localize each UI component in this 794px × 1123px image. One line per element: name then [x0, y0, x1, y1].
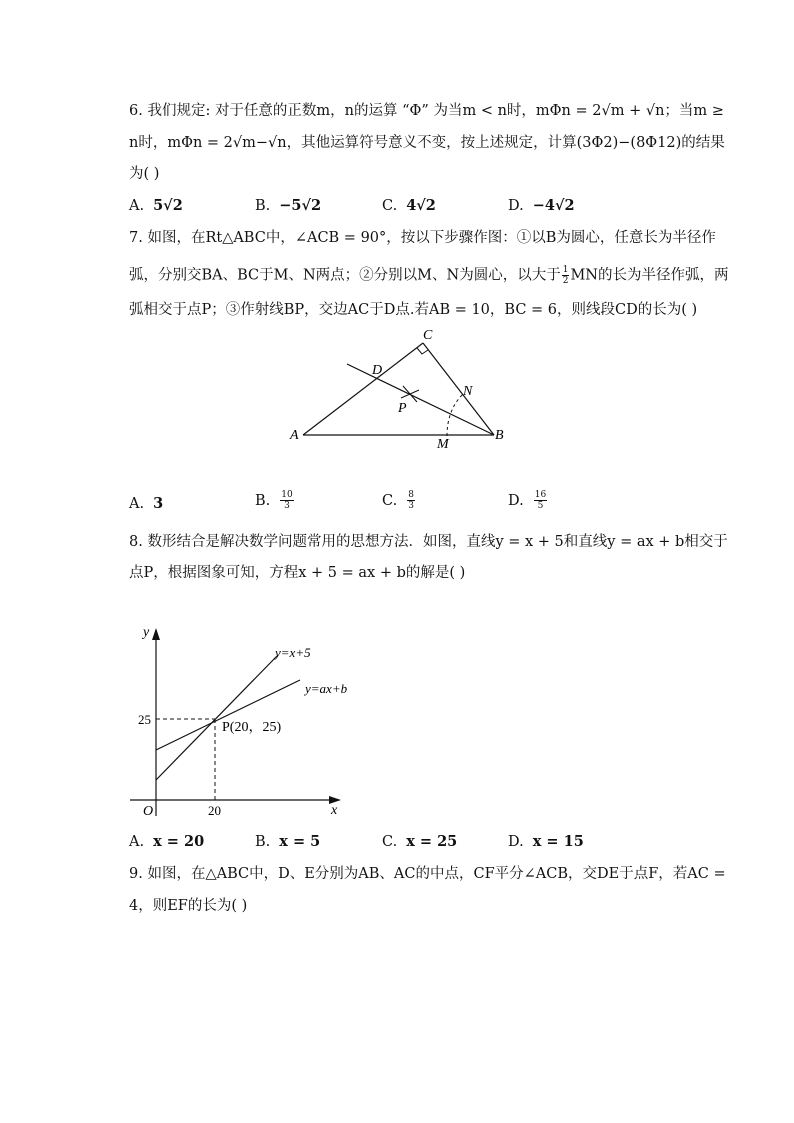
origin-label: O	[143, 804, 154, 819]
label-b: B	[495, 428, 504, 443]
q7-line-3: 弧相交于点P；③作射线BP，交边AC于D点.若AB = 10，BC = 6，则线段CD的长为( )	[129, 302, 698, 318]
q7-option-b: B. $\frac{10}{3}$	[255, 490, 293, 511]
x-axis-label: x	[331, 803, 338, 818]
q6-option-c: C. 4√2	[382, 197, 436, 214]
q8-graph-figure	[125, 618, 355, 822]
q7-triangle-figure	[285, 322, 515, 454]
q6-line-2: n时，mΦn = 2√m−√n，其他运算符号意义不变，按上述规定，计算(3Φ2)−(8Φ12)的结果	[129, 135, 725, 151]
label-n: N	[463, 384, 473, 399]
ray-bp	[347, 364, 494, 435]
q8-line-1: 8. 数形结合是解决数学问题常用的思想方法．如图，直线y = x + 5和直线y = ax + b相交于	[129, 534, 728, 550]
q6-line-1: 6. 我们规定: 对于任意的正数m，n的运算 “Φ” 为当m < n时，mΦn = 2√m + √n；当m ≥	[129, 103, 724, 119]
q9-line-1: 9. 如图，在△ABC中，D、E分别为AB、AC的中点，CF平分∠ACB，交DE于点F，若AC =	[129, 866, 726, 882]
q7-line-2: 弧，分别交BA、BC于M、N两点；②分别以M、N为圆心，以大于 $\frac{1}{2}$ MN的长为半径作弧，两	[129, 265, 729, 286]
q7-option-a: A. 3	[129, 495, 164, 512]
y-axis-arrow	[152, 628, 160, 640]
y-axis-label: y	[143, 625, 150, 640]
point-p-label: P(20，25)	[222, 720, 282, 735]
label-a: A	[290, 428, 299, 443]
q6-option-d: D. −4√2	[508, 197, 575, 214]
q7-option-d: D. $\frac{16}{5}$	[508, 490, 547, 511]
q7-fraction-half: $\frac{1}{2}$	[562, 265, 569, 286]
q6-line-3: 为( )	[129, 166, 160, 182]
line-y-x-plus-5	[156, 656, 277, 780]
label-line1: y=x+5	[275, 645, 311, 660]
q8-option-b: B. x = 5	[255, 833, 321, 850]
line-y-ax-plus-b	[156, 680, 300, 750]
tick-label-20: 20	[208, 803, 221, 818]
label-c: C	[423, 328, 433, 343]
tick-label-25: 25	[138, 712, 151, 727]
q8-option-a: A. x = 20	[129, 833, 205, 850]
q6-option-b: B. −5√2	[255, 197, 322, 214]
q7-line-1: 7. 如图，在Rt△ABC中，∠ACB = 90°，按以下步骤作图：①以B为圆心，任意长为半径作	[129, 230, 716, 246]
arc-mn	[447, 394, 463, 436]
label-d: D	[372, 363, 383, 378]
right-angle-mark	[417, 348, 428, 354]
q8-line-2: 点P，根据图象可知，方程x + 5 = ax + b的解是( )	[129, 565, 466, 581]
q9-line-2: 4，则EF的长为( )	[129, 898, 248, 914]
q7-option-c: C. $\frac{8}{3}$	[382, 490, 414, 511]
label-line2: y=ax+b	[305, 681, 348, 696]
label-p: P	[398, 401, 407, 416]
q8-option-c: C. x = 25	[382, 833, 458, 850]
label-m: M	[437, 437, 449, 452]
q8-option-d: D. x = 15	[508, 833, 584, 850]
side-cb	[423, 343, 494, 435]
q6-option-a: A. 5√2	[129, 197, 183, 214]
